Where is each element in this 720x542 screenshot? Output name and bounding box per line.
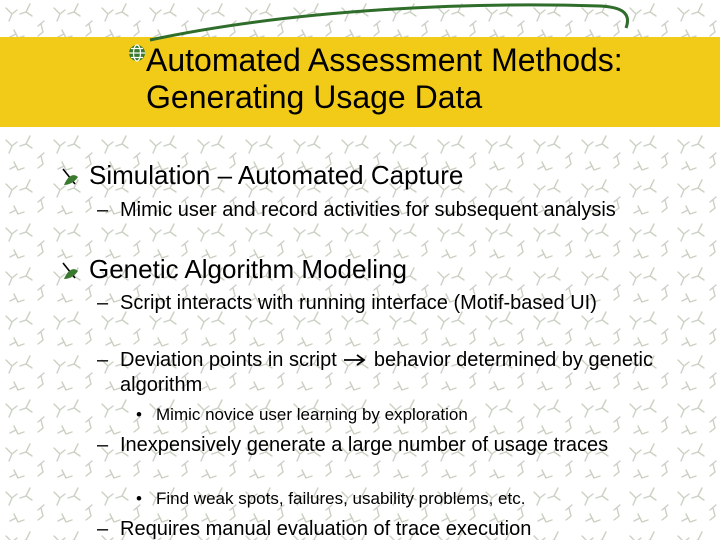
sub-bullet-deviation-points: – Deviation points in script behavior determined by genetic algorithm — [97, 349, 653, 396]
slide-title-line-1: Automated Assessment Methods: — [146, 42, 623, 78]
sub-bullet-usage-traces: – Inexpensively generate a large number of usage traces — [97, 434, 609, 456]
sub-bullet-script-interacts: – Script interacts with running interface (Motif-based UI) — [97, 292, 597, 314]
bullet-dot: • — [136, 489, 142, 508]
dash-marker: – — [97, 199, 109, 221]
bullet-simulation: Simulation – Automated Capture — [89, 160, 464, 190]
right-arrow-icon — [342, 353, 368, 367]
bullet-genetic-algorithm: Genetic Algorithm Modeling — [89, 254, 407, 284]
sub-bullet-mimic-record: – Mimic user and record activities for subsequent analysis — [97, 199, 616, 221]
sub-sub-bullet-novice-user: • Mimic novice user learning by exploration — [136, 405, 468, 424]
bullet-dot: • — [136, 405, 142, 424]
leaf-icon — [60, 259, 80, 281]
dash-marker: – — [97, 292, 109, 314]
dash-marker: – — [97, 349, 109, 371]
slide-title-line-2: Generating Usage Data — [146, 79, 483, 115]
sub-bullet-manual-evaluation: – Requires manual evaluation of trace execution — [97, 518, 532, 540]
dash-marker: – — [97, 434, 109, 456]
sub-sub-bullet-weak-spots: • Find weak spots, failures, usability problems, etc. — [136, 489, 526, 508]
dash-marker: – — [97, 518, 109, 540]
leaf-icon — [60, 165, 80, 187]
